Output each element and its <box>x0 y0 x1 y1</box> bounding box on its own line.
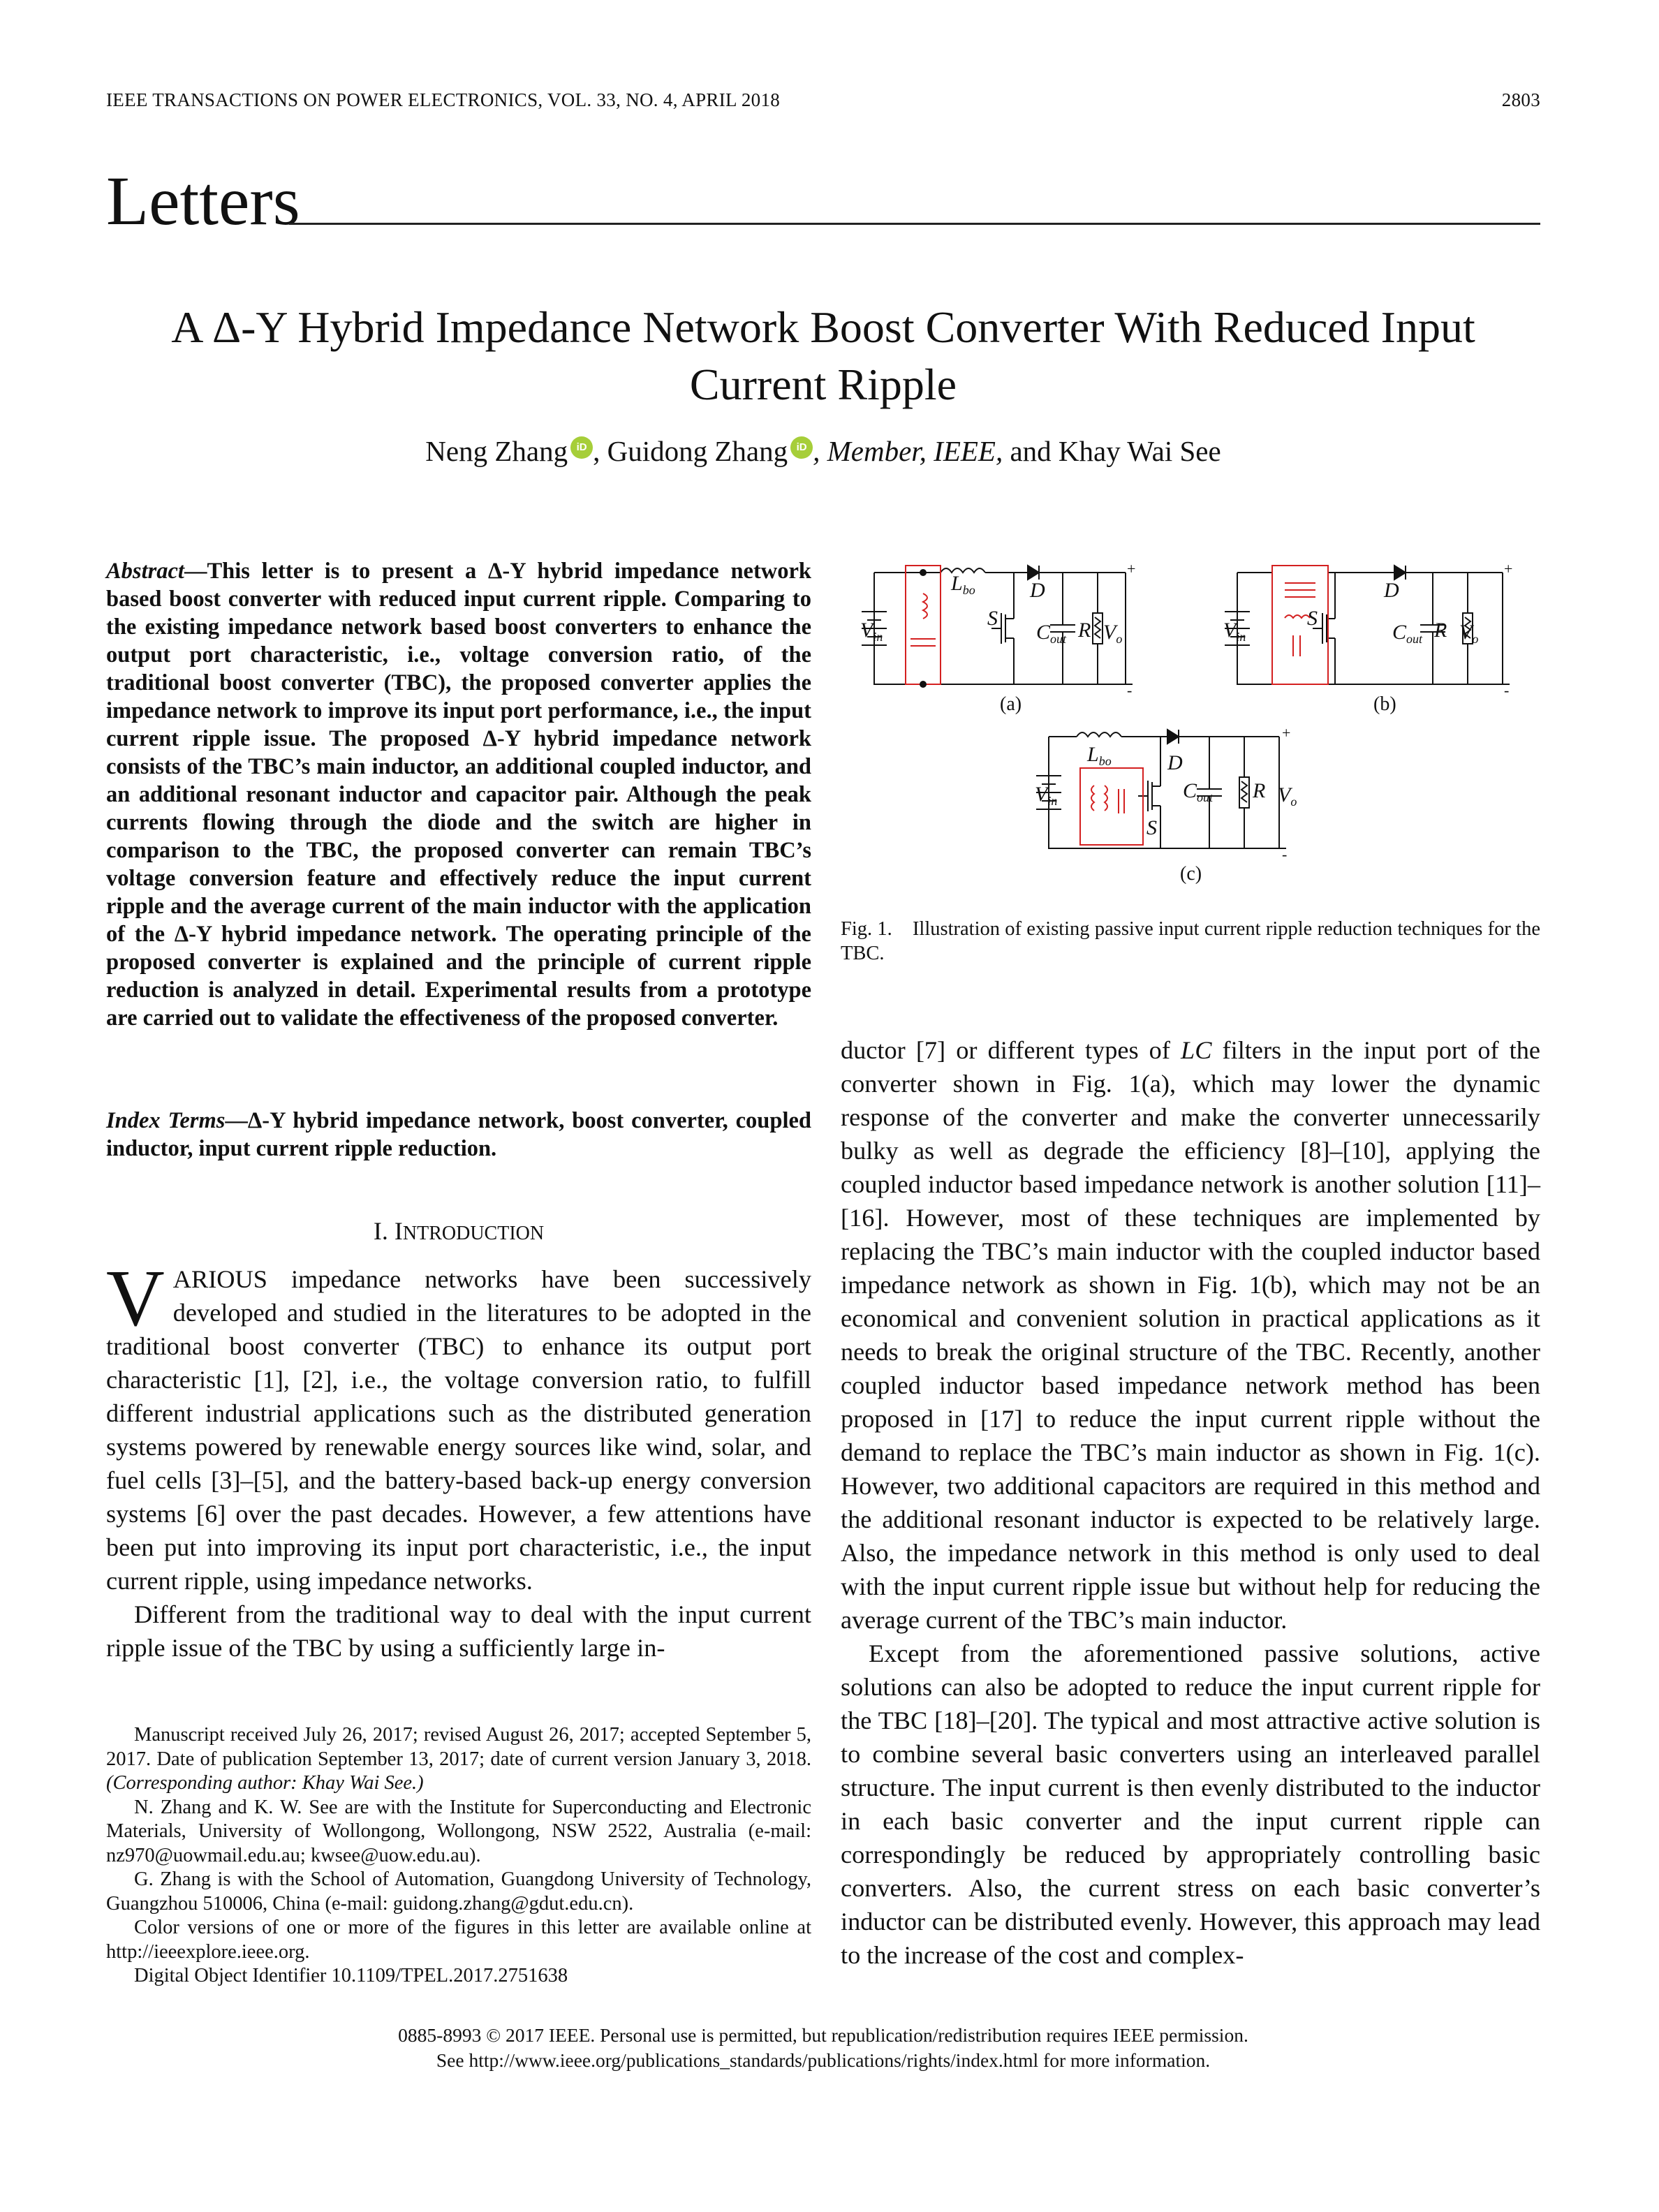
index-terms-text: Δ-Y hybrid impedance network, boost converter, coupled inductor, input current ripple reduction. <box>106 1108 811 1161</box>
svg-text:D: D <box>1384 579 1399 602</box>
figure-1-circuits <box>853 559 1551 887</box>
orcid-icon[interactable]: iD <box>790 436 813 459</box>
right-column-text <box>841 1033 1540 1972</box>
svg-text:-: - <box>1504 681 1510 699</box>
right-paragraph-2: Except from the aforementioned passive solutions, active solutions can also be adopted to reduce the input current ripple for the TBC [18]–[20]. The typical and most attractive active solution is to combine several basic converters using an interleaved parallel structure. The input current is then evenly distributed to the inductor in each basic converter and the input current ripple can correspondingly be reduced by appropriately controlling basic converters. Also, the current stress on each basic converter’s inductor can be distributed evenly. However, this approach may lead to the increase of the cost and complex- <box>841 1639 1540 1969</box>
received-text: Manuscript received July 26, 2017; revised August 26, 2017; accepted September 5, 2017. Date of publication September 13, 2017; date of current version January 3, 2018. <box>106 1724 811 1770</box>
footnote-doi: Digital Object Identifier 10.1109/TPEL.2017.2751638 <box>134 1965 568 1986</box>
footnote-color: Color versions of one or more of the figures in this letter are available online at http://ieeexplore.ieee.org. <box>106 1917 811 1963</box>
abstract-text: This letter is to present a Δ-Y hybrid impedance network based boost converter with reduced input current ripple. Comparing to the existing impedance network based boost converters to enhance the output port characteristic, i.e., voltage conversion ratio, of the traditional boost converter (TBC), the proposed converter applies the impedance network to improve its input port performance, i.e., the input current ripple issue. The proposed Δ-Y hybrid impedance network consists of the TBC’s main inductor, an additional coupled inductor, and an additional resonant inductor and capacitor pair. Although the peak currents flowing through the diode and the switch are higher in comparison to the TBC, the proposed converter can remain TBC’s voltage conversion feature and effectively reduce the input current ripple and the average current of the main inductor with the application of the Δ-Y hybrid impedance network. The operating principle of the proposed converter is explained and the principle of current ripple reduction is analyzed in detail. Experimental results from a prototype are carried out to validate the effectiveness of the proposed converter. <box>106 559 811 1031</box>
caption-text: Illustration of existing passive input current ripple reduction techniques for the TBC. <box>841 918 1541 964</box>
svg-text:Cout: $C_{out}$ <box>1183 779 1214 804</box>
svg-text:S: S <box>1307 607 1318 630</box>
footnote-affil-2: G. Zhang is with the School of Automation, Guangdong University of Technology, Guangzhou 510006, China (e-mail: guidong.zhang@gdut.edu.cn). <box>106 1868 811 1915</box>
s-label: S <box>987 607 998 630</box>
svg-text:Vin: $V_{in}$ <box>1035 783 1058 808</box>
panel-b-label: (b) <box>1373 693 1396 715</box>
svg-text:Vo: $V_o$ <box>1103 621 1123 646</box>
lbo-label: L <box>951 572 963 595</box>
footer-line-1: 0885-8993 © 2017 IEEE. Personal use is permitted, but republication/redistribution requires IEEE permission. <box>398 2024 1248 2046</box>
svg-text:-: - <box>1282 846 1288 863</box>
svg-text:+: + <box>1504 560 1513 577</box>
d-label: D <box>1030 579 1045 602</box>
abstract-dash: — <box>184 559 207 584</box>
index-terms-label: Index Terms <box>106 1108 226 1133</box>
footnote-received <box>106 1723 811 1796</box>
page-number: 2803 <box>1501 89 1540 110</box>
right-paragraph-1: ductor [7] or different types of LC filters in the input port of the converter shown in Fig. 1(a), which may lower the dynamic response of the converter and make the converter unnecessarily bulky as well as degrade the efficiency [8]–[10], applying the coupled inductor based impedance network is another solution [11]–[16]. However, most of these techniques are implemented by replacing the TBC’s main inductor with the coupled inductor based impedance network as shown in Fig. 1(b), which may not be an economical and convenient solution in practical applications as it needs to break the original structure of the TBC. Recently, another coupled inductor based impedance network method has been proposed in [17] to reduce the input current ripple without the demand to replace the TBC’s main inductor as shown in Fig. 1(c). However, two additional capacitors are required in this method and the additional resonant inductor is expected to be relatively large. Also, the impedance network in this method is only used to deal with the input current ripple issue but without help for reducing the average current of the TBC’s main inductor. <box>841 1036 1540 1634</box>
svg-text:Lbo: $L_{bo}$ <box>951 572 975 597</box>
paper-title: A Δ-Y Hybrid Impedance Network Boost Converter With Reduced Input Current Ripple <box>171 302 1475 409</box>
section-label: Letters <box>106 162 300 239</box>
drop-cap: V <box>106 1254 165 1343</box>
corresponding-author: (Corresponding author: Khay Wai See.) <box>106 1772 424 1794</box>
section-heading <box>106 1216 811 1246</box>
svg-text:S: S <box>1146 816 1157 839</box>
svg-text:R: R <box>1253 779 1266 802</box>
vin-label: V <box>860 619 873 642</box>
svg-text:+: + <box>1282 724 1291 742</box>
abstract-label: Abstract <box>106 559 184 584</box>
index-terms <box>106 1107 811 1163</box>
r-label: R <box>1078 619 1091 642</box>
author-3: and Khay Wai See <box>1003 435 1221 467</box>
author-line: Neng Zhang iD , Guidong Zhang iD , Member, IEEE, and Khay Wai See <box>425 435 1221 467</box>
footer-line-2: See http://www.ieee.org/publications_standards/publications/rights/index.html for more information. <box>436 2049 1211 2071</box>
section-rest: NTRODUCTION <box>402 1223 545 1244</box>
section-first-letter: I <box>394 1217 403 1245</box>
orcid-icon[interactable]: iD <box>570 436 593 459</box>
cout-label: C <box>1036 621 1051 644</box>
svg-text:Vin: $V_{in}$ <box>1223 619 1246 644</box>
figure-1-caption <box>841 917 1540 966</box>
footnotes <box>106 1723 811 1989</box>
intro-text <box>106 1254 811 1665</box>
banner-rule <box>289 223 1540 225</box>
index-terms-dash: — <box>225 1108 248 1133</box>
intro-paragraph-1 <box>106 1254 811 1598</box>
abstract <box>106 557 811 1032</box>
lc-filter-term: LC <box>1181 1036 1212 1064</box>
circuit-c <box>1036 730 1286 848</box>
panel-a-label: (a) <box>1000 693 1022 715</box>
running-header-journal: IEEE TRANSACTIONS ON POWER ELECTRONICS, VOL. 33, NO. 4, APRIL 2018 <box>106 89 781 110</box>
panel-c-label: (c) <box>1180 863 1202 885</box>
svg-text:-: - <box>1127 681 1133 699</box>
svg-text:Vo: $V_o$ <box>1278 783 1297 809</box>
svg-text:R: R <box>1434 619 1447 642</box>
author-2: Guidong Zhang <box>607 435 788 467</box>
caption-label: Fig. 1. <box>841 918 892 940</box>
vo-label: V <box>1103 621 1116 644</box>
svg-text:Cout: $C_{out}$ <box>1036 621 1067 646</box>
author-1: Neng Zhang <box>425 435 568 467</box>
intro-p1-text: ARIOUS impedance networks have been successively developed and studied in the literatures to be adopted in the traditional boost converter (TBC) to enhance its output port characteristic [1], [2], i.e., the voltage conversion ratio, to fulfill different industrial applications such as the distributed generation systems powered by renewable energy sources like wind, solar, and fuel cells [3]–[5], and the battery-based back-up energy conversion systems [6] over the past decades. However, a few attentions have been put into improving its input port characteristic, i.e., the input current ripple, using impedance networks. <box>106 1265 811 1595</box>
svg-text:D: D <box>1167 751 1183 774</box>
svg-text:Vin: $V_{in}$ <box>860 619 883 644</box>
copyright-footer <box>106 2023 1540 2073</box>
intro-paragraph-2: Different from the traditional way to deal with the input current ripple issue of the TBC by using a sufficiently large in- <box>106 1600 811 1662</box>
author-2-role: , Member, IEEE, <box>813 435 1003 467</box>
svg-text:+: + <box>1127 560 1136 577</box>
footnote-affil-1: N. Zhang and K. W. See are with the Institute for Superconducting and Electronic Materials, University of Wollongong, Wollongong, NSW 2522, Australia (e-mail: nz970@uowmail.edu.au; kwsee@uow.edu.au). <box>106 1796 811 1866</box>
svg-text:Vo: $V_o$ <box>1459 621 1479 646</box>
svg-text:Cout: $C_{out}$ <box>1392 621 1423 646</box>
svg-text:Lbo: $L_{bo}$ <box>1087 743 1112 768</box>
section-number: I. <box>373 1217 395 1245</box>
